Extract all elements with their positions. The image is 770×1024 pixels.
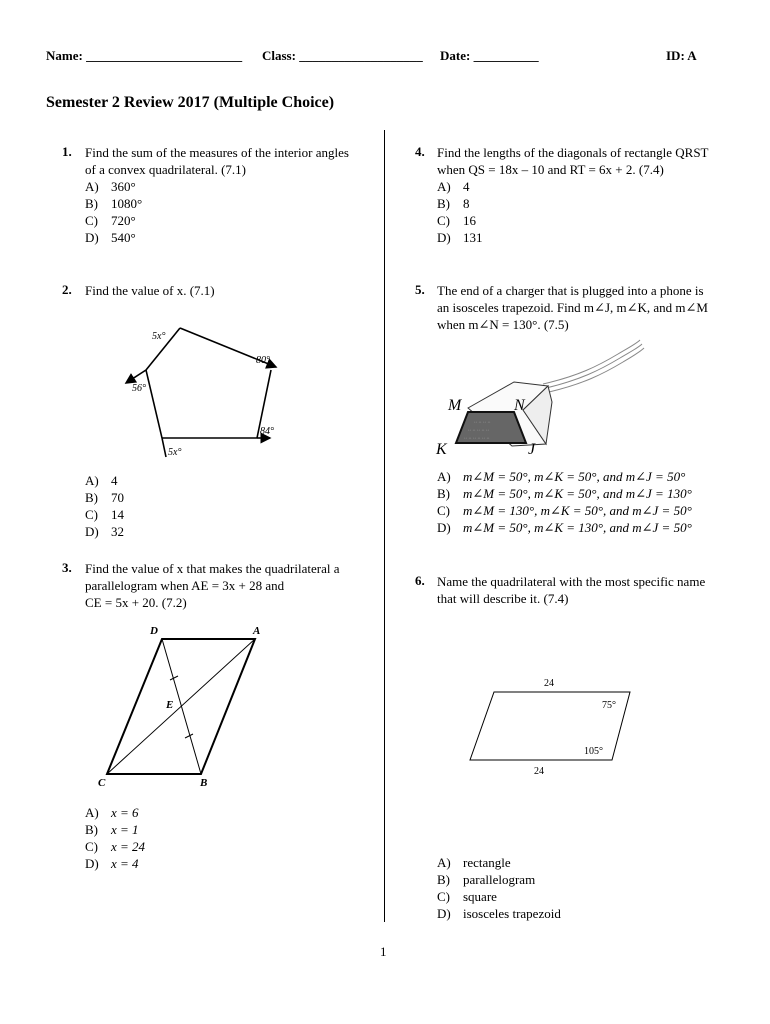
vertex-label: C [98,777,106,789]
charger-figure [428,336,658,460]
angle-label: 84° [260,426,274,437]
question-4-text: Find the lengths of the diagonals of rectangle QRST when QS = 18x – 10 and RT = 6x + 2. (7.4) [437,145,709,177]
option-a: A) 4 [437,179,470,194]
date-field-label: Date: __________ [440,48,539,63]
svg-text:∙∙ ∙∙ ∙∙ ∙∙ ∙∙ ∙∙: ∙∙ ∙∙ ∙∙ ∙∙ ∙∙ ∙∙ [464,436,490,442]
angle-label: 56° [132,383,146,394]
vertex-label: D [150,625,158,637]
vertex-label: K [436,441,447,458]
option-b: B) m∠M = 50°, m∠K = 50°, and m∠J = 130° [437,486,692,501]
option-c: C) m∠M = 130°, m∠K = 50°, and m∠J = 50° [437,503,692,518]
question-3-number: 3. [62,560,72,575]
option-d: D) x = 4 [85,856,139,871]
vertex-label: M [448,397,462,414]
angle-label: 75° [602,700,616,711]
vertex-label: N [514,397,525,414]
question-2-options [85,472,124,540]
question-1-text: Find the sum of the measures of the interior angles of a convex quadrilateral. (7.1) [85,145,349,177]
question-4-options [437,178,483,246]
vertex-label: A [253,625,261,637]
svg-text:∙∙ ∙∙ ∙∙ ∙∙: ∙∙ ∙∙ ∙∙ ∙∙ [474,420,491,426]
question-1-number: 1. [62,144,72,159]
option-b: B) 8 [437,196,470,211]
column-divider [384,130,385,922]
question-3-options [85,804,145,872]
option-a: A) 4 [85,473,118,488]
question-6-options [437,854,561,922]
page-number: 1 [380,944,387,959]
name-field-label: Name: ________________________ [46,48,243,63]
vertex-label: E [166,699,174,711]
vertex-label: B [200,777,208,789]
angle-label: 105° [584,746,603,757]
side-label: 24 [534,766,544,777]
option-a: A) 360° [85,179,136,194]
pentagon-figure [110,315,290,465]
question-2-text: Find the value of x. (7.1) [85,283,215,298]
diagonal-ac [107,639,255,774]
option-c: C) 16 [437,213,476,228]
angle-label: 5x° [168,447,182,458]
option-b: B) 70 [85,490,124,505]
pentagon-side [162,438,166,457]
question-4-number: 4. [415,144,425,159]
class-field-label: Class: ___________________ [262,48,423,63]
side-label: 24 [544,678,554,689]
option-c: C) square [437,889,497,904]
question-1-options [85,178,142,246]
option-a: A) m∠M = 50°, m∠K = 50°, and m∠J = 50° [437,469,686,484]
svg-text:∙∙ ∙∙ ∙∙ ∙∙ ∙∙: ∙∙ ∙∙ ∙∙ ∙∙ ∙∙ [468,428,489,434]
option-b: B) 1080° [85,196,143,211]
option-d: D) 131 [437,230,483,245]
vertex-label: J [528,441,536,458]
option-b: B) x = 1 [85,822,139,837]
angle-label: 5x° [152,331,166,342]
id-label: ID: A [666,48,697,63]
parallelogram-diagonals-figure [90,622,280,792]
question-5-number: 5. [415,282,425,297]
question-5-options [437,468,692,536]
option-c: C) 720° [85,213,136,228]
option-a: A) x = 6 [85,805,139,820]
question-2-number: 2. [62,282,72,297]
pentagon-side [146,370,162,438]
option-d: D) 32 [85,524,124,539]
option-d: D) isosceles trapezoid [437,906,561,921]
option-d: D) 540° [85,230,136,245]
tick-mark [185,734,193,738]
question-6-number: 6. [415,573,425,588]
page-title: Semester 2 Review 2017 (Multiple Choice) [46,94,335,111]
parallelogram-figure [460,672,640,782]
option-a: A) rectangle [437,855,511,870]
angle-label: 80° [256,355,270,366]
question-6-text: Name the quadrilateral with the most specific name that will describe it. (7.4) [437,574,706,606]
option-c: C) x = 24 [85,839,146,854]
question-3-text: Find the value of x that makes the quadrilateral a parallelogram when AE = 3x + 28 and CE = 5x + 20. (7.2) [85,561,340,610]
option-d: D) m∠M = 50°, m∠K = 130°, and m∠J = 50° [437,520,692,535]
option-b: B) parallelogram [437,872,536,887]
option-c: C) 14 [85,507,124,522]
pentagon-side [126,370,146,383]
question-5-text: The end of a charger that is plugged into a phone is an isosceles trapezoid. Find m∠J, m∠K, and m∠M when m∠N = 130°. (7.5) [437,283,708,332]
